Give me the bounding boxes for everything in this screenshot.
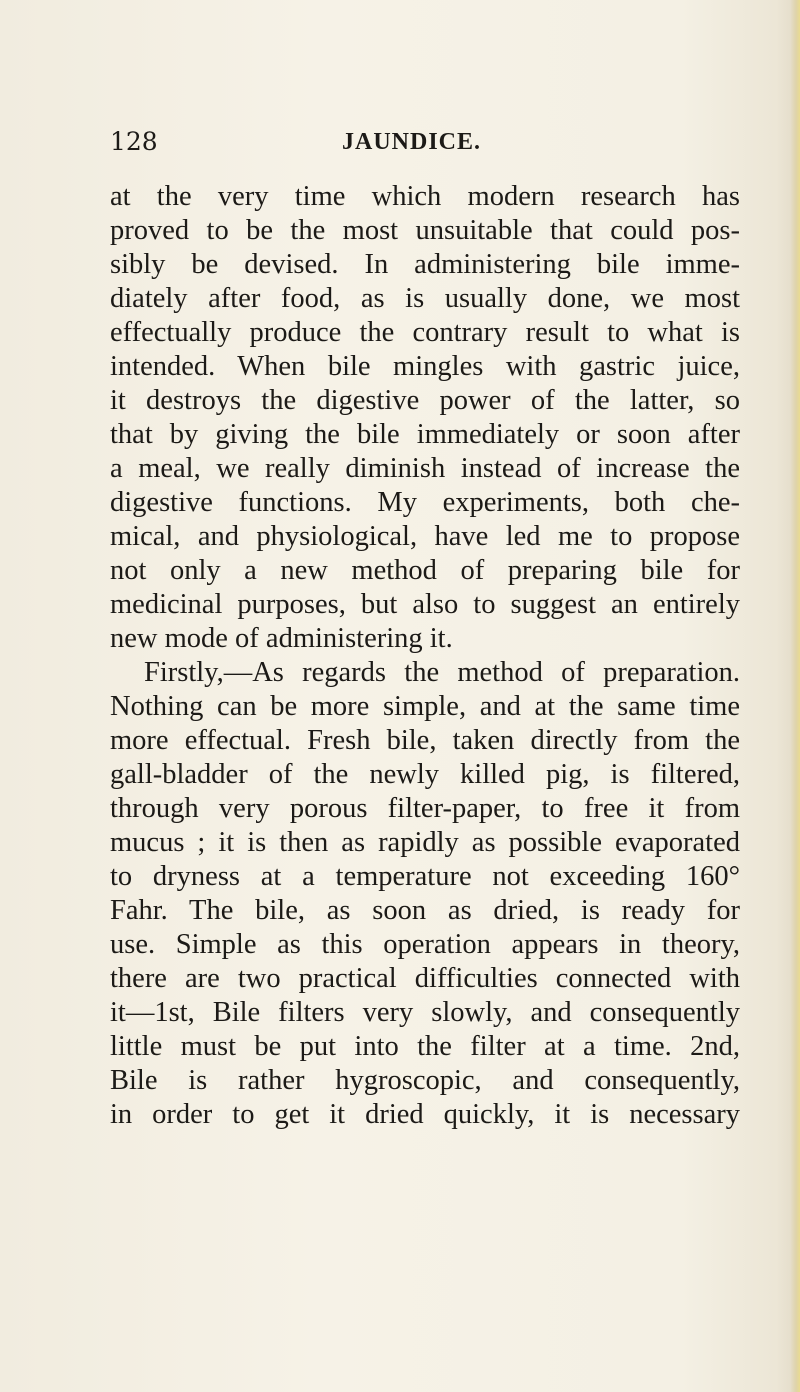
text-line: that by giving the bile immediately or soon after [110, 419, 740, 450]
text-line: diately after food, as is usually done, we most [110, 283, 740, 314]
text-line: use. Simple as this operation appears in theory, [110, 929, 740, 960]
text-line: not only a new method of preparing bile for [110, 555, 740, 586]
text-line: proved to be the most unsuitable that could pos- [110, 215, 740, 246]
text-line: through very porous filter-paper, to free it from [110, 793, 740, 824]
page-number: 128 [110, 127, 158, 156]
text-line: sibly be devised. In administering bile imme- [110, 249, 740, 280]
text-line: in order to get it dried quickly, it is necessary [110, 1099, 740, 1130]
text-line: at the very time which modern research has [110, 181, 740, 212]
text-line: Nothing can be more simple, and at the same time [110, 691, 740, 722]
text-line: a meal, we really diminish instead of increase the [110, 453, 740, 484]
text-line: Firstly,—As regards the method of preparation. [144, 657, 740, 688]
text-line: mical, and physiological, have led me to propose [110, 521, 740, 552]
text-line: digestive functions. My experiments, both che- [110, 487, 740, 518]
text-line: medicinal purposes, but also to suggest an entirely [110, 589, 740, 620]
text-line: to dryness at a temperature not exceeding 160° [110, 861, 740, 892]
text-line: new mode of administering it. [110, 623, 453, 654]
text-line: there are two practical difficulties connected with [110, 963, 740, 994]
text-line: more effectual. Fresh bile, taken directly from the [110, 725, 740, 756]
page-edge [790, 0, 800, 1392]
text-line: intended. When bile mingles with gastric juice, [110, 351, 740, 382]
text-line: mucus ; it is then as rapidly as possible evaporated [110, 827, 740, 858]
text-line: Bile is rather hygroscopic, and consequently, [110, 1065, 740, 1096]
text-line: Fahr. The bile, as soon as dried, is ready for [110, 895, 740, 926]
body-text [110, 180, 740, 1132]
text-line: effectually produce the contrary result to what is [110, 317, 740, 348]
text-line: little must be put into the filter at a time. 2nd, [110, 1031, 740, 1062]
text-line: gall-bladder of the newly killed pig, is filtered, [110, 759, 740, 790]
running-title: JAUNDICE. [342, 129, 482, 155]
text-line: it destroys the digestive power of the latter, so [110, 385, 740, 416]
running-head [0, 127, 800, 167]
text-line: it—1st, Bile filters very slowly, and consequently [110, 997, 740, 1028]
